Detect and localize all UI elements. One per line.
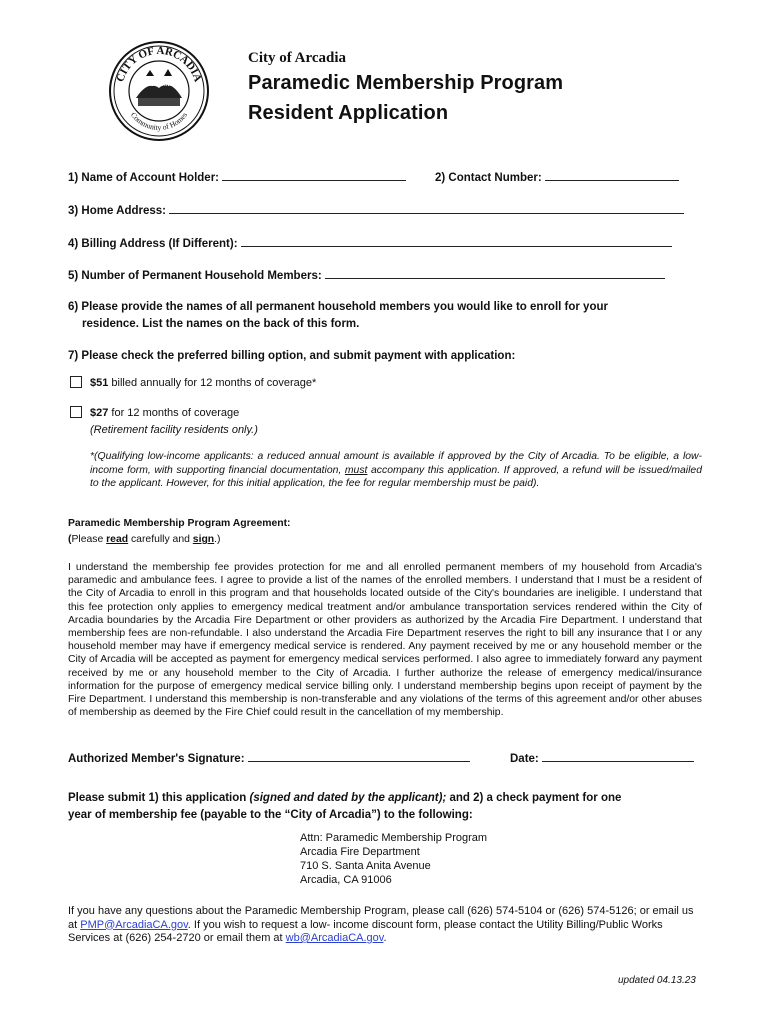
contact-number-field[interactable] [545,170,679,181]
billing-address-field[interactable] [241,236,672,247]
q3-label: 3) Home Address: [68,205,166,217]
svg-text:CITY OF ARCADIA: CITY OF ARCADIA [114,44,204,84]
address-line: 710 S. Santa Anita Avenue [300,860,431,872]
wb-email-link[interactable]: wb@ArcadiaCA.gov [285,932,384,944]
q2-row [435,170,679,184]
address-line: Attn: Paramedic Membership Program [300,832,488,844]
city-name: City of Arcadia [248,50,347,66]
date-label: Date: [510,753,539,765]
q4-row [68,236,672,250]
low-income-note: *(Qualifying low-income applicants: a reduced annual amount is available if approved by the City of Arcadia. To be eligible, a low-income form, with supporting financial documentation, must accompany this application. If approved, a refund will be issued/mailed to the applicant. However, for this initial application, the fee for regular membership must be paid). [90,451,702,490]
option-51-label: $51 billed annually for 12 months of coverage* [90,377,317,389]
account-holder-field[interactable] [222,170,406,181]
q4-label: 4) Billing Address (If Different): [68,238,238,250]
submit-line2: year of membership fee (payable to the “City of Arcadia”) to the following: [68,809,473,821]
home-address-field[interactable] [169,203,684,214]
q5-label: 5) Number of Permanent Household Members: [68,270,322,282]
city-seal-logo [108,40,210,142]
signature-row [68,751,470,765]
q1-row [68,170,406,184]
date-field[interactable] [542,751,694,762]
svg-text:CALIFORNIA: CALIFORNIA [143,82,175,88]
option-27-label: $27 for 12 months of coverage [90,407,240,419]
q1-label: 1) Name of Account Holder: [68,172,220,184]
svg-text:Community of Homes: Community of Homes [128,110,190,133]
signature-field[interactable] [248,751,470,762]
signature-label: Authorized Member's Signature: [68,753,245,765]
mailing-address [300,831,487,887]
agreement-instructions: (Please read carefully and sign.) [68,534,221,545]
pmp-email-link[interactable]: PMP@ArcadiaCA.gov [80,918,188,931]
form-title: Resident Application [248,102,449,124]
address-line: Arcadia Fire Department [300,846,420,858]
q3-row [68,203,684,217]
q5-row [68,268,665,282]
option-27-checkbox[interactable] [70,406,82,418]
agreement-heading: Paramedic Membership Program Agreement: [68,518,291,529]
agreement-body: I understand the membership fee provides protection for me and all enrolled permanent members of my household from Arcadia's paramedic and ambulance fees. I agree to provide a list of the names of the enrolled members. I understand that I must be a resident of the City of Arcadia to enroll in this program and that households located outside of the City's boundaries are ineligible. I understand that this fee protection only applies to emergency medical treatment and/or ambulance transportation services rendered within the City of Arcadia boundaries by the Arcadia Fire Department or other providers as authorized by the Arcadia Fire Department. I understand that membership fees are non-refundable. I also understand the Arcadia Fire Department reserves the right to bill any insurance that I or any household member may have if emergency medical service is rendered. Any payment received by me or any household member or the City of Arcadia will be accepted as payment for emergency medical services performed. I also agree to immediately forward any payment received by me or any household member to the City of Arcadia. I further authorize the release of emergency medical/insurance information for the purpose of emergency medical service billing only. I understand membership begins upon receipt of payment by the Fire Department. I understand this membership is non-transferable and any violations of the terms of this agreement and/or other abuses of membership as deemed by the Fire Chief could result in the cancellation of my membership. [68,562,702,719]
option-27-note: (Retirement facility residents only.) [90,424,258,436]
contact-paragraph: If you have any questions about the Paramedic Membership Program, please call (626) 574-5104 or (626) 574-5126; or email us at PMP@ArcadiaCA.gov. If you wish to request a low- income discount form, please contact the Utility Billing/Public Works Services at (626) 254-2720 or email them at wb@ArcadiaCA.gov. [68,905,694,944]
q6-line1: 6) Please provide the names of all permanent household members you would like to enroll for your [68,301,608,313]
q7-label: 7) Please check the preferred billing option, and submit payment with application: [68,350,516,362]
option-51-checkbox[interactable] [70,376,82,388]
household-members-field[interactable] [325,268,665,279]
q6-line2: residence. List the names on the back of this form. [82,318,360,330]
q2-label: 2) Contact Number: [435,172,542,184]
date-row [510,751,694,765]
updated-date: updated 04.13.23 [618,975,696,986]
address-line: Arcadia, CA 91006 [300,874,392,886]
submit-line1: Please submit 1) this application (signed and dated by the applicant); and 2) a check payment for one [68,792,622,804]
program-title: Paramedic Membership Program [248,72,564,94]
